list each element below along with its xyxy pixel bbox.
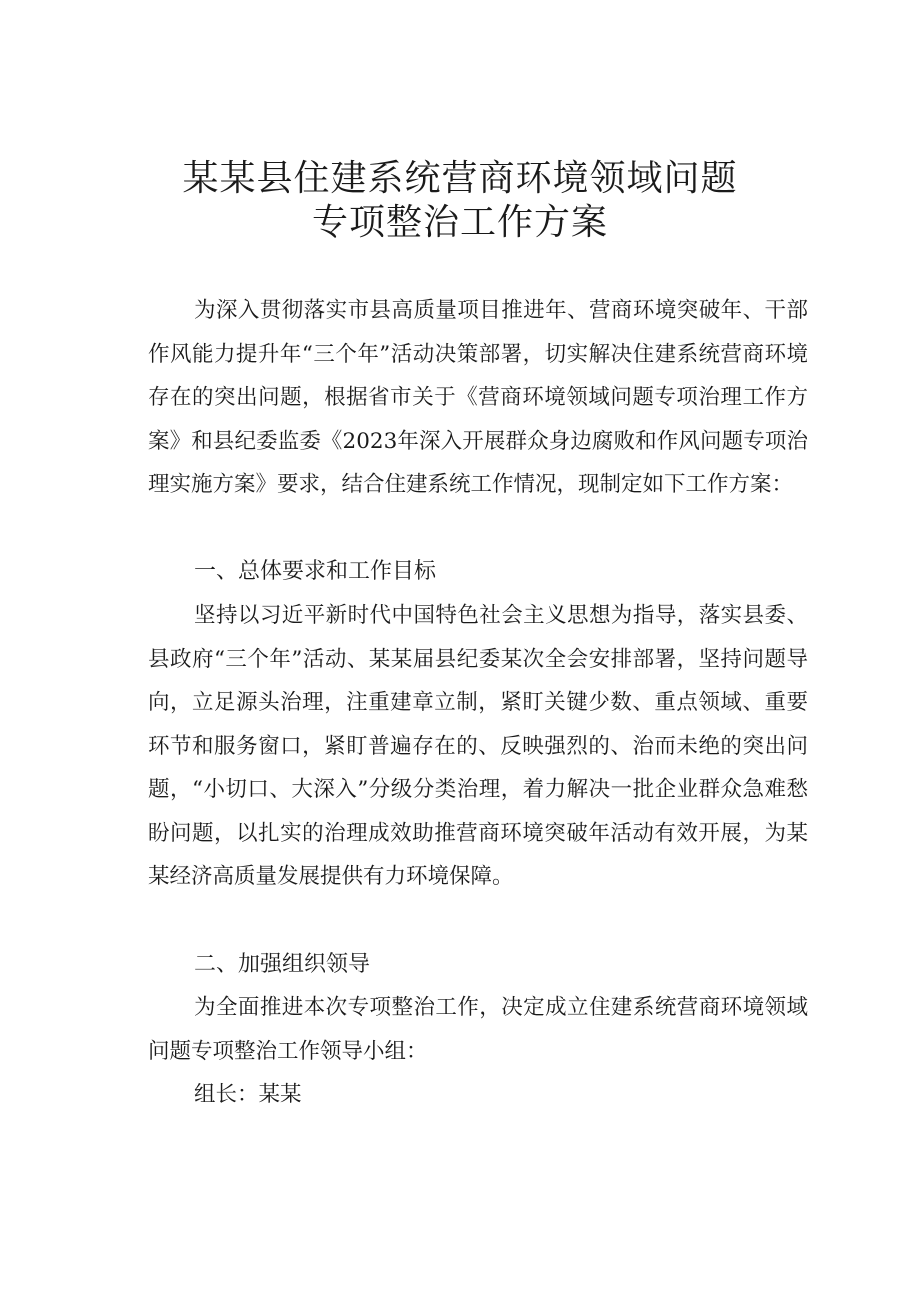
document-title-line-1: 某某县住建系统营商环境领域问题 (182, 158, 738, 199)
group-leader-line: 组长：某某 (194, 1082, 302, 1107)
section-1-heading: 一、总体要求和工作目标 (194, 559, 437, 584)
document-title-line-2: 专项整治工作方案 (311, 202, 608, 243)
section-2-heading: 二、加强组织领导 (194, 952, 371, 977)
section-2-paragraph: 为全面推进本次专项整治工作，决定成立住建系统营商环境领域问题专项整治工作领导小组： (148, 995, 808, 1064)
intro-paragraph: 为深入贯彻落实市县高质量项目推进年、营商环境突破年、干部作风能力提升年“三个年”活动决策部署，切实解决住建系统营商环境存在的突出问题，根据省市关于《营商环境领域问题专项治理工作方案》和县纪委监委《2023年深入开展群众身边腐败和作风问题专项治理实施方案》要求，结合住建系统工作情况，现制定如下工作方案： (148, 298, 808, 497)
section-1-paragraph: 坚持以习近平新时代中国特色社会主义思想为指导，落实县委、县政府“三个年”活动、某某届县纪委某次全会安排部署，坚持问题导向，立足源头治理，注重建章立制，紧盯关键少数、重点领域、重要环节和服务窗口，紧盯普遍存在的、反映强烈的、治而未绝的突出问题，“小切口、大深入”分级分类治理，着力解决一批企业群众急难愁盼问题，以扎实的治理成效助推营商环境突破年活动有效开展，为某某经济高质量发展提供有力环境保障。 (148, 603, 808, 889)
